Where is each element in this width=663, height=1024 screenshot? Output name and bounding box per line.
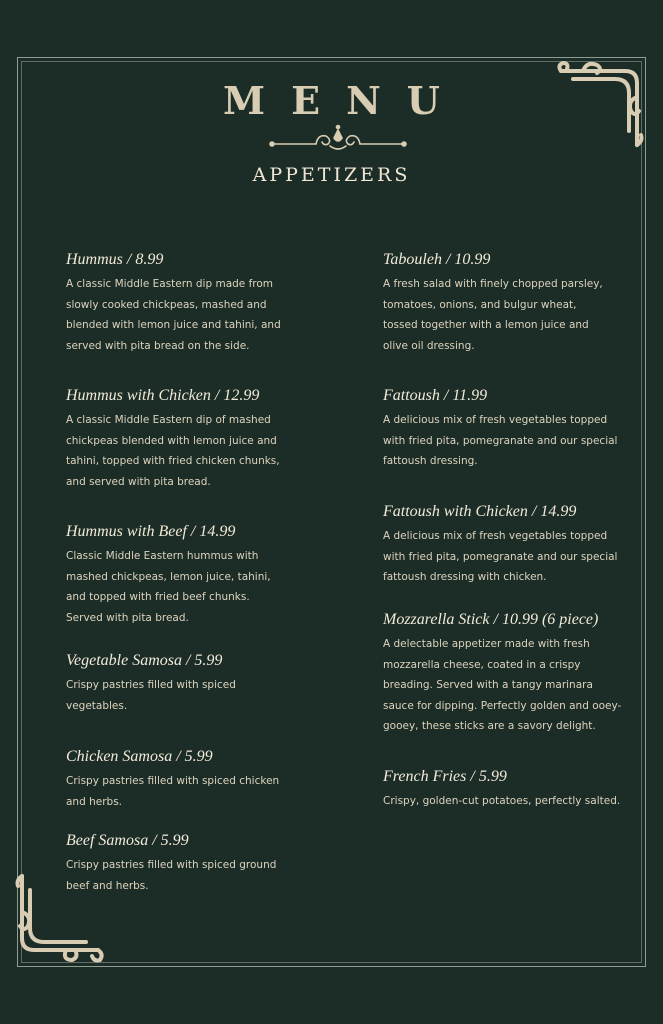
menu-item [66, 652, 246, 716]
menu-item [383, 768, 623, 812]
item-title: Mozzarella Stick / 10.99 (6 piece) [383, 611, 599, 628]
item-title: French Fries / 5.99 [383, 768, 507, 785]
flourish-divider-icon [268, 122, 408, 156]
menu-item [66, 251, 281, 356]
item-description: A classic Middle Eastern dip of mashed chickpeas blended with lemon juice and tahini, topped with fried chicken chunks, and served with pita bread. [66, 414, 280, 488]
item-description: Crispy, golden-cut potatoes, perfectly salted. [383, 795, 621, 807]
section-title: APPETIZERS [252, 164, 411, 186]
item-title: Tabouleh / 10.99 [383, 251, 491, 268]
item-title: Vegetable Samosa / 5.99 [66, 652, 223, 669]
menu-item [383, 611, 623, 737]
menu-item [383, 387, 618, 472]
menu-item [66, 748, 281, 812]
menu-item [66, 387, 281, 492]
menu-item [66, 832, 281, 896]
item-description: Crispy pastries filled with spiced vegetables. [66, 679, 236, 712]
item-title: Beef Samosa / 5.99 [66, 832, 189, 849]
item-description: A fresh salad with finely chopped parsley, tomatoes, onions, and bulgur wheat, tossed together with a lemon juice and olive oil dressing. [383, 278, 603, 352]
menu-item [383, 503, 618, 588]
item-description: Crispy pastries filled with spiced ground beef and herbs. [66, 859, 277, 892]
item-description: A delicious mix of fresh vegetables topped with fried pita, pomegranate and our special fattoush dressing. [383, 414, 618, 467]
item-description: Classic Middle Eastern hummus with mashed chickpeas, lemon juice, tahini, and topped with fried beef chunks. Served with pita bread. [66, 550, 271, 624]
item-description: A classic Middle Eastern dip made from slowly cooked chickpeas, mashed and blended with lemon juice and tahini, and served with pita bread on the side. [66, 278, 281, 352]
item-title: Fattoush / 11.99 [383, 387, 488, 404]
item-title: Chicken Samosa / 5.99 [66, 748, 213, 765]
item-title: Hummus with Chicken / 12.99 [66, 387, 260, 404]
menu-item [66, 523, 271, 628]
menu-item [383, 251, 613, 356]
item-description: A delicious mix of fresh vegetables topped with fried pita, pomegranate and our special fattoush dressing with chicken. [383, 530, 618, 583]
item-title: Hummus with Beef / 14.99 [66, 523, 236, 540]
item-title: Hummus / 8.99 [66, 251, 164, 268]
item-description: Crispy pastries filled with spiced chicken and herbs. [66, 775, 280, 808]
item-title: Fattoush with Chicken / 14.99 [383, 503, 577, 520]
item-description: A delectable appetizer made with fresh mozzarella cheese, coated in a crispy breading. Served with a tangy marinara sauce for dipping. Perfectly golden and ooey-gooey, these sticks are a savory delight. [383, 638, 622, 732]
menu-title: MENU [223, 78, 466, 123]
